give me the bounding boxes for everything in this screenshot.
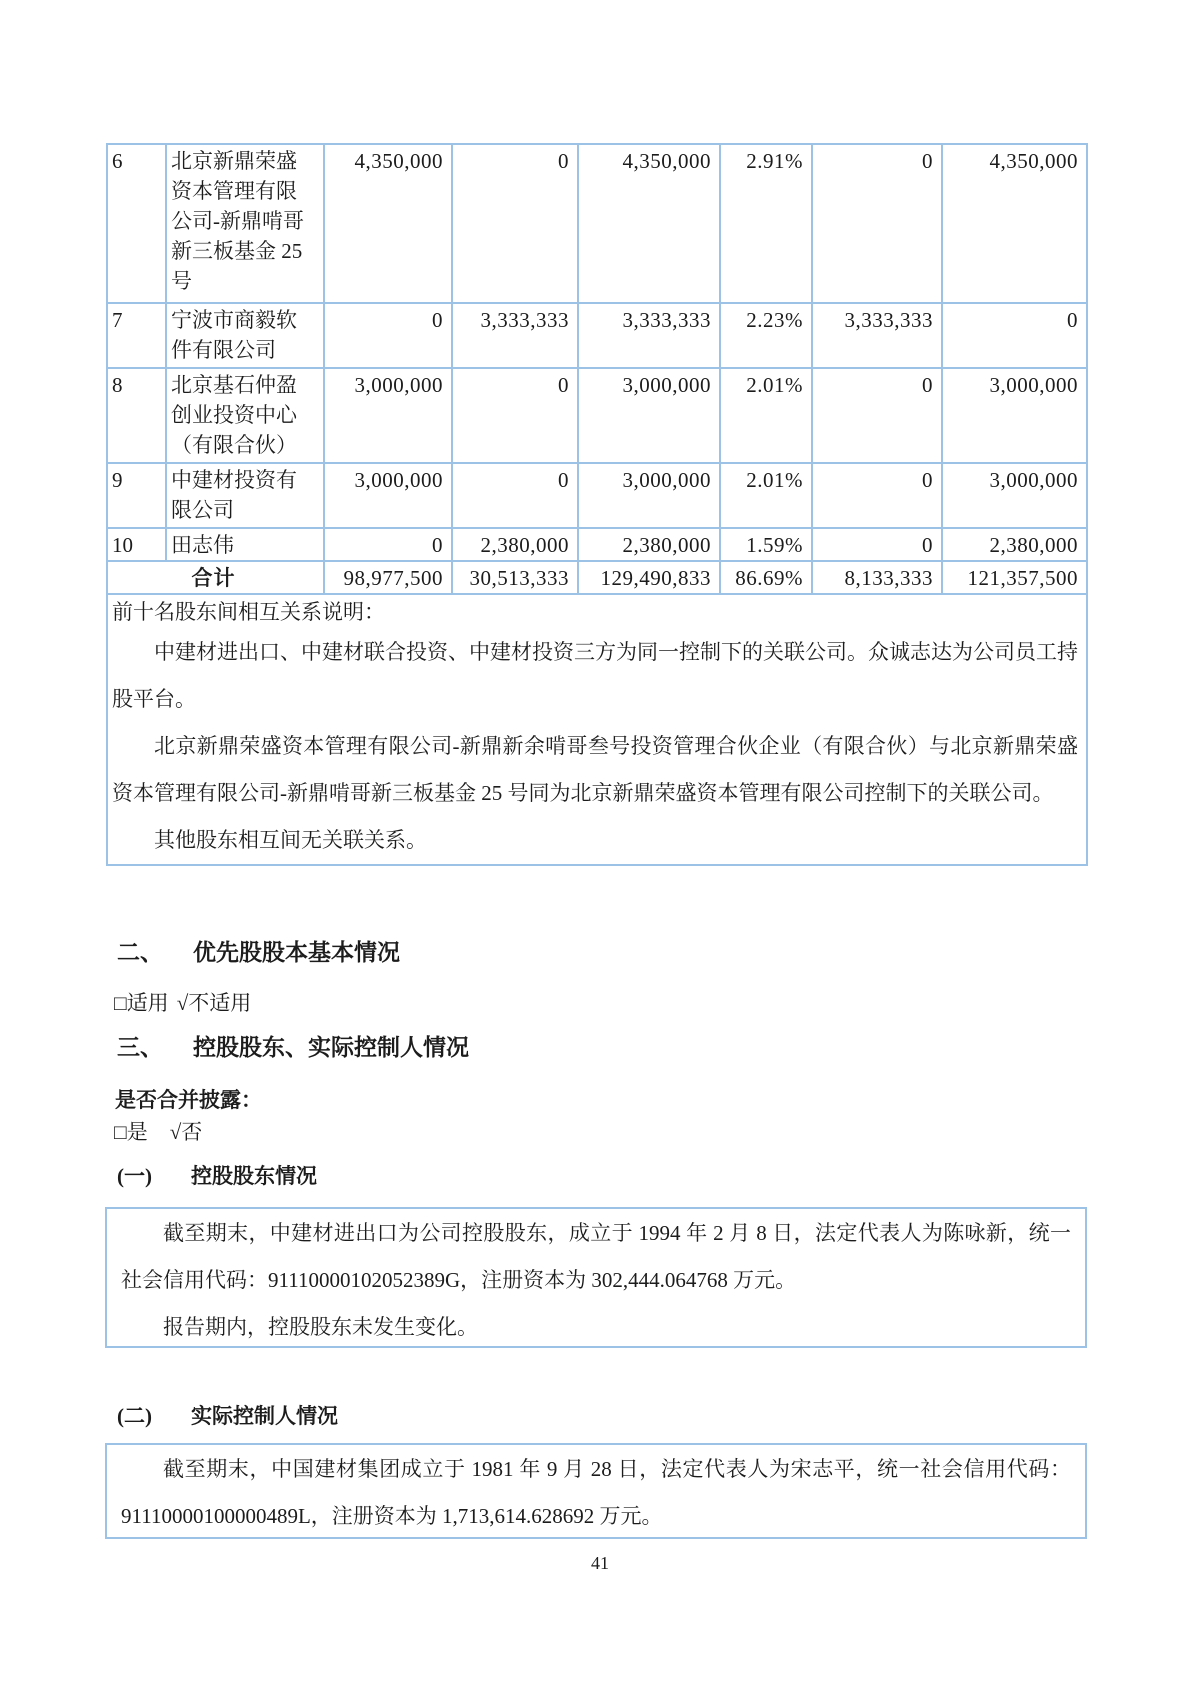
cell-value: 1.59% (720, 528, 812, 561)
shareholder-name: 宁波市商毅软件有限公司 (166, 303, 324, 368)
section-title: 控股股东、实际控制人情况 (193, 1035, 469, 1060)
cell-value: 3,000,000 (324, 368, 452, 463)
cell-value: 2,380,000 (452, 528, 578, 561)
cell-value: 3,333,333 (452, 303, 578, 368)
subsection-number: (二) (117, 1404, 152, 1428)
applicable-label: 适用 (126, 991, 169, 1015)
cell-value: 0 (812, 144, 942, 303)
subsection-number: (一) (117, 1164, 152, 1188)
cell-value: 0 (324, 303, 452, 368)
total-value: 86.69% (720, 561, 812, 594)
cell-value: 2.01% (720, 368, 812, 463)
not-applicable-label: 不适用 (188, 991, 252, 1015)
box-paragraph: 截至期末，中建材进出口为公司控股股东，成立于 1994 年 2 月 8 日，法定代表人为陈咏新，统一社会信用代码：91110000102052389G，注册资本为 302,444.064768 万元。 (121, 1221, 1071, 1292)
cell-value: 0 (452, 368, 578, 463)
section-title: 优先股股本基本情况 (193, 940, 400, 965)
checkbox-unchecked-icon: □ (114, 991, 127, 1015)
row-index: 8 (107, 368, 166, 463)
subsection-title: 控股股东情况 (191, 1164, 317, 1188)
total-value: 121,357,500 (942, 561, 1087, 594)
cell-value: 3,000,000 (942, 463, 1087, 528)
total-value: 8,133,333 (812, 561, 942, 594)
note-title: 前十名股东间相互关系说明： (112, 600, 385, 624)
cell-value: 0 (812, 463, 942, 528)
actual-controller-box (105, 1443, 1087, 1539)
total-value: 30,513,333 (452, 561, 578, 594)
cell-value: 3,000,000 (578, 368, 720, 463)
applicability-line (114, 988, 251, 1018)
cell-value: 3,333,333 (578, 303, 720, 368)
total-label: 合计 (107, 561, 324, 594)
section-heading-controlling-shareholder (117, 1033, 469, 1063)
cell-value: 2,380,000 (578, 528, 720, 561)
table-total-row (107, 561, 1087, 594)
cell-value: 0 (942, 303, 1087, 368)
subsection-heading-actual-controller (117, 1402, 338, 1430)
relationship-note-row (107, 594, 1087, 865)
section-number: 三、 (117, 1035, 163, 1060)
controlling-shareholder-box (105, 1207, 1087, 1348)
shareholder-name: 北京基石仲盈创业投资中心（有限合伙） (166, 368, 324, 463)
merge-disclosure-question: 是否合并披露： (115, 1088, 262, 1112)
shareholder-row (107, 303, 1087, 368)
shareholder-name: 田志伟 (166, 528, 324, 561)
shareholder-name: 北京新鼎荣盛资本管理有限公司-新鼎啃哥新三板基金 25 号 (166, 144, 324, 303)
cell-value: 3,000,000 (942, 368, 1087, 463)
note-paragraph: 北京新鼎荣盛资本管理有限公司-新鼎新余啃哥叁号投资管理合伙企业（有限合伙）与北京新鼎荣盛资本管理有限公司-新鼎啃哥新三板基金 25 号同为北京新鼎荣盛资本管理有限公司控制下的关联公司。 (112, 734, 1078, 805)
checkbox-unchecked-icon: □ (114, 1120, 127, 1144)
subsection-heading-controlling-shareholder (117, 1162, 317, 1190)
cell-value: 3,000,000 (578, 463, 720, 528)
section-number: 二、 (117, 940, 163, 965)
cell-value: 3,000,000 (324, 463, 452, 528)
relationship-note-cell (107, 594, 1087, 865)
yes-label: 是 (126, 1120, 148, 1144)
cell-value: 0 (452, 463, 578, 528)
top-shareholders-table (106, 143, 1088, 866)
subsection-title: 实际控制人情况 (191, 1404, 338, 1428)
check-icon: √ (169, 1120, 182, 1144)
cell-value: 2.23% (720, 303, 812, 368)
box-paragraph: 报告期内，控股股东未发生变化。 (163, 1315, 478, 1339)
row-index: 10 (107, 528, 166, 561)
cell-value: 2.01% (720, 463, 812, 528)
cell-value: 0 (324, 528, 452, 561)
row-index: 6 (107, 144, 166, 303)
shareholder-row (107, 144, 1087, 303)
section-heading-preferred-shares (117, 938, 400, 968)
cell-value: 2,380,000 (942, 528, 1087, 561)
row-index: 9 (107, 463, 166, 528)
shareholder-row (107, 463, 1087, 528)
row-index: 7 (107, 303, 166, 368)
cell-value: 4,350,000 (324, 144, 452, 303)
cell-value: 4,350,000 (578, 144, 720, 303)
yes-no-line (114, 1117, 202, 1147)
total-value: 98,977,500 (324, 561, 452, 594)
cell-value: 3,333,333 (812, 303, 942, 368)
shareholder-name: 中建材投资有限公司 (166, 463, 324, 528)
shareholder-row (107, 528, 1087, 561)
cell-value: 0 (452, 144, 578, 303)
note-paragraph: 中建材进出口、中建材联合投资、中建材投资三方为同一控制下的关联公司。众诚志达为公司员工持股平台。 (112, 640, 1078, 711)
note-paragraph: 其他股东相互间无关联关系。 (154, 828, 427, 852)
cell-value: 0 (812, 528, 942, 561)
cell-value: 0 (812, 368, 942, 463)
shareholder-row (107, 368, 1087, 463)
box-paragraph: 截至期末，中国建材集团成立于 1981 年 9 月 28 日，法定代表人为宋志平，统一社会信用代码：91110000100000489L，注册资本为 1,713,614.628692 万元。 (121, 1457, 1071, 1528)
check-icon: √ (176, 991, 189, 1015)
no-label: 否 (181, 1120, 203, 1144)
cell-value: 2.91% (720, 144, 812, 303)
page-number: 41 (591, 1553, 609, 1573)
cell-value: 4,350,000 (942, 144, 1087, 303)
total-value: 129,490,833 (578, 561, 720, 594)
